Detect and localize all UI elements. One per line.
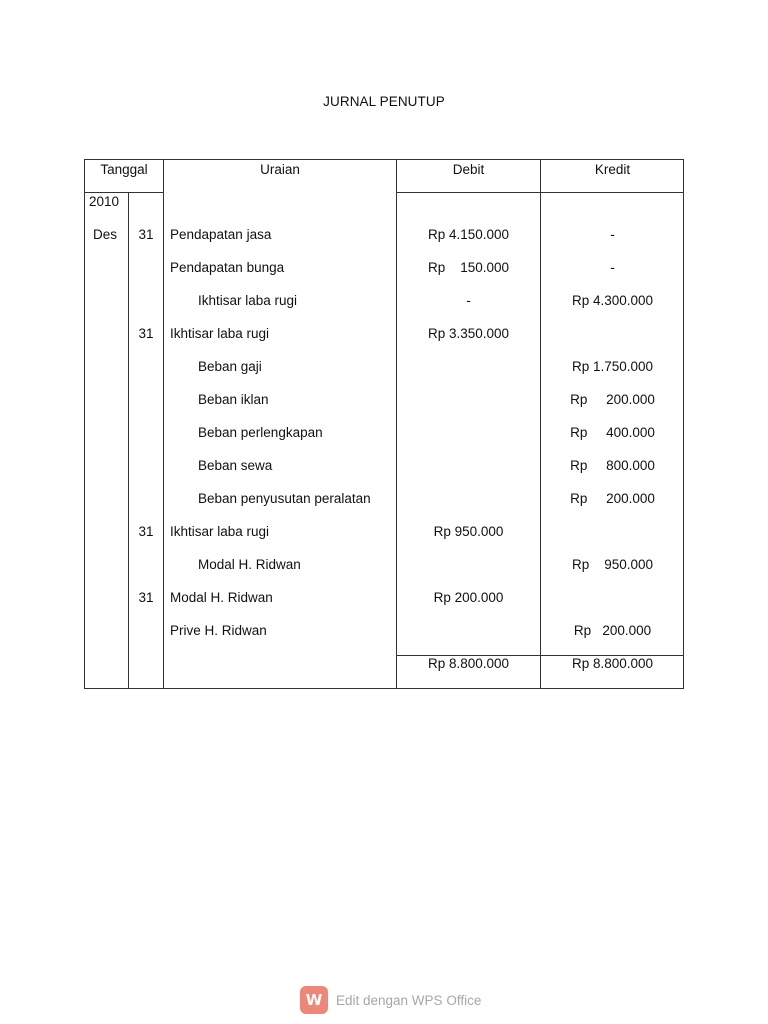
header-border-tanggal bbox=[85, 192, 163, 193]
header-debit: Debit bbox=[452, 162, 485, 177]
header-tanggal: Tanggal bbox=[100, 162, 148, 177]
debit-amount: Rp 150.000 bbox=[427, 260, 510, 275]
description: Prive H. Ridwan bbox=[170, 623, 267, 638]
description: Ikhtisar laba rugi bbox=[170, 524, 270, 539]
header-border-amounts bbox=[396, 192, 684, 193]
description: Beban gaji bbox=[198, 359, 262, 374]
description: Beban penyusutan peralatan bbox=[198, 491, 371, 506]
header-kredit: Kredit bbox=[594, 162, 631, 177]
debit-amount: Rp 200.000 bbox=[433, 590, 504, 605]
description: Beban sewa bbox=[198, 458, 273, 473]
kredit-amount: - bbox=[610, 260, 615, 275]
date-month: Des bbox=[93, 227, 118, 242]
description: Pendapatan jasa bbox=[170, 227, 272, 242]
debit-amount: Rp 4.150.000 bbox=[427, 227, 510, 242]
debit-amount: Rp 950.000 bbox=[433, 524, 504, 539]
description: Modal H. Ridwan bbox=[198, 557, 301, 572]
kredit-amount: Rp 400.000 bbox=[570, 425, 655, 440]
kredit-amount: Rp 200.000 bbox=[573, 623, 652, 638]
debit-amount: Rp 3.350.000 bbox=[427, 326, 510, 341]
wps-office-watermark bbox=[300, 986, 481, 1014]
document-title: JURNAL PENUTUP bbox=[323, 94, 445, 109]
closing-journal-table bbox=[84, 159, 684, 689]
debit-amount: - bbox=[466, 293, 471, 308]
kredit-amount: Rp 200.000 bbox=[570, 392, 655, 407]
description: Ikhtisar laba rugi bbox=[198, 293, 298, 308]
description: Pendapatan bunga bbox=[170, 260, 285, 275]
kredit-amount: Rp 200.000 bbox=[570, 491, 655, 506]
description: Beban iklan bbox=[198, 392, 269, 407]
header-uraian: Uraian bbox=[260, 162, 300, 177]
kredit-amount: Rp 1.750.000 bbox=[571, 359, 654, 374]
total-kredit: Rp 8.800.000 bbox=[571, 656, 654, 671]
wps-logo-icon: W bbox=[300, 986, 328, 1014]
kredit-amount: Rp 950.000 bbox=[571, 557, 654, 572]
column-divider-date-desc bbox=[163, 160, 164, 688]
kredit-amount: Rp 4.300.000 bbox=[571, 293, 654, 308]
date-day: 31 bbox=[138, 590, 154, 605]
kredit-amount: - bbox=[610, 227, 615, 242]
description: Ikhtisar laba rugi bbox=[170, 326, 270, 341]
description: Beban perlengkapan bbox=[198, 425, 323, 440]
date-day: 31 bbox=[138, 524, 154, 539]
column-divider-month-day bbox=[128, 193, 129, 688]
description: Modal H. Ridwan bbox=[170, 590, 273, 605]
date-year: 2010 bbox=[89, 194, 120, 209]
date-day: 31 bbox=[138, 326, 154, 341]
watermark-text: Edit dengan WPS Office bbox=[336, 992, 482, 1008]
total-debit: Rp 8.800.000 bbox=[427, 656, 510, 671]
date-day: 31 bbox=[138, 227, 154, 242]
kredit-amount: Rp 800.000 bbox=[570, 458, 655, 473]
